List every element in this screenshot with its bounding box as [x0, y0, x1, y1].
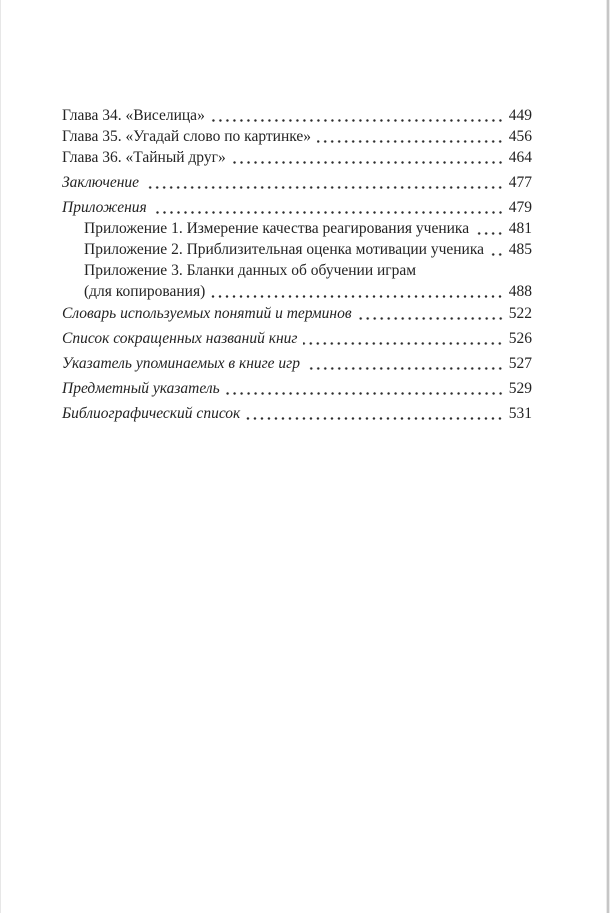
dot-leader — [226, 378, 504, 399]
toc-entry-title: Заключение — [62, 174, 140, 191]
toc-entry-title: Библиографический список — [62, 405, 241, 422]
toc-entry-chapter-36[interactable] — [62, 147, 532, 168]
toc-entry-subject-index[interactable] — [62, 378, 532, 399]
toc-entry-title: Приложение 3. Бланки данных об обучении играм — [84, 262, 417, 279]
toc-entry-title: Приложение 1. Измерение качества реагирования ученика — [84, 220, 470, 237]
dot-leader — [145, 172, 504, 193]
dot-leader — [358, 303, 504, 324]
toc-entry-title: Глава 36. «Тайный друг» — [62, 149, 226, 166]
toc-entry-page: 456 — [508, 128, 532, 145]
toc-entry-page: 449 — [508, 107, 532, 124]
toc-entry-glossary[interactable] — [62, 303, 532, 324]
toc-entry-bibliography[interactable] — [62, 403, 532, 424]
toc-entry-appendices[interactable] — [62, 197, 532, 218]
toc-entry-abbreviations[interactable] — [62, 328, 532, 349]
toc-entry-page: 485 — [508, 241, 532, 258]
toc-entry-page: 526 — [508, 330, 532, 347]
toc-entry-title: Указатель упоминаемых в книге игр — [62, 355, 300, 372]
toc-entry-appendix-3-line-2[interactable] — [62, 281, 532, 302]
toc-entry-page: 477 — [508, 174, 532, 191]
toc-entry-games-index[interactable] — [62, 353, 532, 374]
dot-leader — [317, 126, 504, 147]
toc-entry-page: 529 — [508, 380, 532, 397]
toc-entry-appendix-3-line-1[interactable] — [62, 260, 532, 281]
toc-entry-title: Список сокращенных названий книг — [62, 330, 298, 347]
toc-entry-page: 522 — [508, 305, 532, 322]
toc-entry-title: (для копирования) — [84, 283, 206, 300]
dot-leader — [211, 281, 504, 302]
dot-leader — [232, 147, 504, 168]
table-of-contents — [62, 105, 532, 424]
toc-entry-page: 531 — [508, 405, 532, 422]
dot-leader — [306, 353, 504, 374]
toc-entry-page: 481 — [508, 220, 532, 237]
toc-entry-page: 479 — [508, 199, 532, 216]
toc-entry-chapter-34[interactable] — [62, 105, 532, 126]
page-right-edge-line — [607, 0, 609, 913]
toc-entry-chapter-35[interactable] — [62, 126, 532, 147]
toc-entry-title: Словарь используемых понятий и терминов — [62, 305, 352, 322]
dot-leader — [211, 105, 504, 126]
dot-leader — [490, 239, 504, 260]
toc-entry-page: 527 — [508, 355, 532, 372]
toc-entry-title: Глава 34. «Виселица» — [62, 107, 205, 124]
dot-leader — [303, 328, 503, 349]
toc-entry-appendix-2[interactable] — [62, 239, 532, 260]
toc-entry-title: Приложение 2. Приблизительная оценка мотивации ученика — [84, 241, 485, 258]
toc-entry-page: 488 — [508, 283, 532, 300]
toc-entry-title: Предметный указатель — [62, 380, 220, 397]
page-left-edge-line — [0, 0, 1, 913]
dot-leader — [475, 218, 504, 239]
dot-leader — [246, 403, 503, 424]
toc-entry-title: Глава 35. «Угадай слово по картинке» — [62, 128, 312, 145]
toc-entry-conclusion[interactable] — [62, 172, 532, 193]
toc-entry-appendix-1[interactable] — [62, 218, 532, 239]
toc-entry-page: 464 — [508, 149, 532, 166]
toc-entry-title: Приложения — [62, 199, 147, 216]
dot-leader — [153, 197, 504, 218]
